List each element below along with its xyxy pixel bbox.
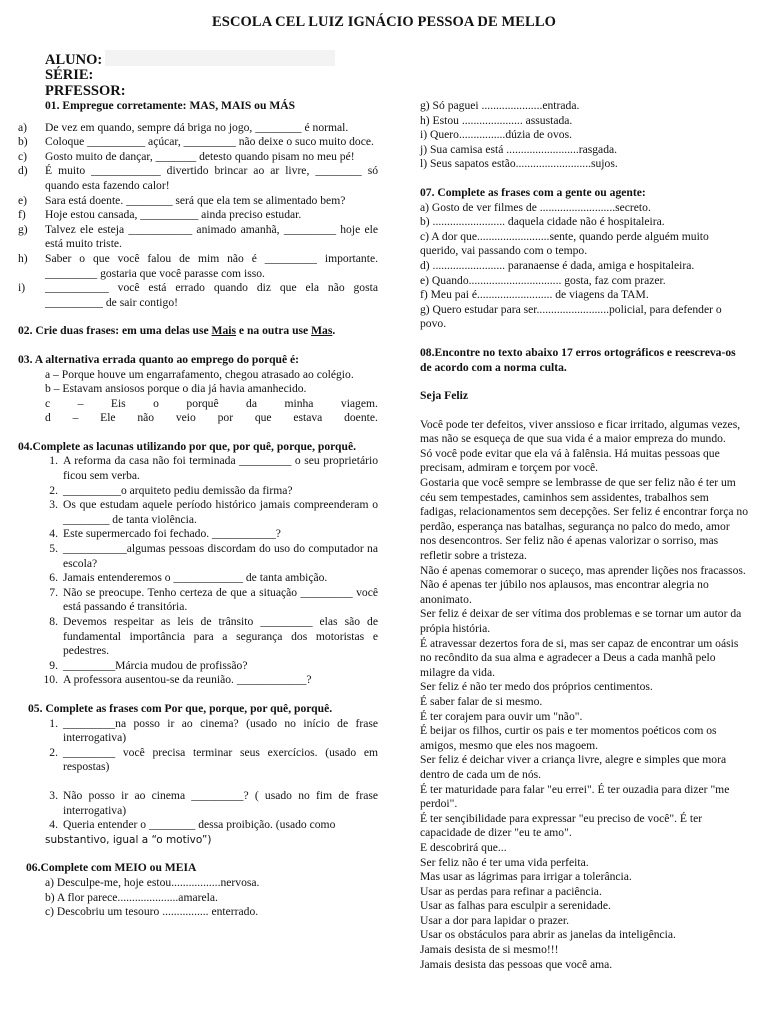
q01-item: [18, 121, 378, 136]
q05-item: [18, 789, 378, 818]
text-line: Não é apenas comemorar o suceço, mas aprender lições nos fracassos.: [420, 563, 746, 577]
q04-item: [18, 586, 378, 615]
q04-item: [18, 542, 378, 571]
text-line: Só você pode evitar que ela vá à falênsia. Há muitas pessoas que precisam, admiram e torçem por você.: [420, 446, 720, 475]
item-number: 8.: [49, 615, 58, 628]
option-word: Eis: [110, 396, 126, 410]
option-word: minha: [284, 396, 314, 410]
q07-title: 07. Complete as frases com a gente ou agente:: [420, 185, 646, 199]
q06-item: j) Sua camisa está .........................rasgada.: [420, 142, 618, 156]
q04-item: [18, 484, 378, 499]
item-text: Saber o que você falou de mim não é _________ importante. _________ gostaria que você parasse com isso.: [45, 251, 378, 280]
q03-option-d: [18, 411, 378, 426]
q04-item: [18, 673, 378, 688]
item-label: g): [18, 222, 28, 236]
text-line: Ser feliz não é ter uma vida perfeita.: [420, 855, 589, 869]
right-column: [420, 99, 748, 972]
q01-title: 01. Empregue corretamente: MAS, MAIS ou MÁS: [45, 99, 296, 112]
q05-item: [18, 746, 378, 775]
q01-item: [18, 194, 378, 209]
item-label: b): [18, 135, 28, 149]
item-label: d): [18, 164, 28, 178]
item-text: Sara está doente. ________ será que ela tem se alimentado bem?: [45, 193, 346, 207]
option-word: da: [246, 396, 257, 410]
item-text: ___________algumas pessoas discordam do uso do computador na escola?: [63, 542, 378, 570]
item-number: 6.: [49, 571, 58, 585]
option-word: d: [45, 411, 51, 425]
item-text: Gosto muito de dançar, _______ detesto quando pisam no meu pé!: [45, 149, 355, 163]
item-number: 9.: [49, 658, 58, 672]
item-text: _________ você precisa terminar seus exercícios. (usado em respostas): [63, 745, 378, 774]
item-text: Não se preocupe. Tenho certeza de que a situação _________ você está passando é transitória.: [63, 585, 378, 614]
q06-item: i) Quero................dúzia de ovos.: [420, 128, 572, 142]
item-text: Hoje estou cansada, __________ ainda preciso estudar.: [45, 208, 302, 222]
option-word: veio: [175, 411, 196, 425]
item-number: 2.: [49, 745, 58, 759]
q06-right-list: [420, 99, 748, 172]
q01-item: [18, 281, 378, 310]
text-line: Usar as falhas para esculpir a serenidade.: [420, 899, 611, 913]
q01-item: [18, 208, 378, 223]
item-text: Queria entender o ________ dessa proibição. (usado como: [63, 818, 336, 832]
q01-item: [18, 223, 378, 252]
text-line: Jamais desista das pessoas que você ama.: [420, 957, 613, 971]
q07-item: e) Quando................................ gosta, faz com prazer.: [420, 273, 666, 287]
text-line: Ser feliz é não ter medo dos próprios centimentos.: [420, 680, 653, 694]
item-text: Jamais entenderemos o ____________ de tanta ambição.: [63, 571, 328, 585]
q06-item: a) Desculpe-me, hoje estou.................nervosa.: [45, 875, 260, 889]
q04-item: [18, 659, 378, 674]
item-label: h): [18, 251, 28, 265]
text-line: Usar as perdas para refinar a paciência.: [420, 884, 602, 898]
item-label: i): [18, 281, 26, 295]
text-line: É ter sençibilidade para expressar "eu preciso de você". É ter capacidade de dizer "eu te amo".: [420, 811, 703, 840]
item-text: É muito ____________ divertido brincar ao ar livre, ________ só quando esta fazendo calor!: [45, 164, 378, 192]
item-text: Não posso ir ao cinema _________? ( usado no fim de frase interrogativa): [63, 788, 378, 817]
item-text: A reforma da casa não foi terminada _________ o seu proprietário ficou sem verba.: [63, 454, 378, 483]
item-number: 4.: [49, 818, 58, 832]
option-word: c: [45, 396, 51, 410]
q05-item: [18, 818, 378, 833]
q01-list: [18, 121, 378, 311]
text-line: É beijar os filhos, curtir os pais e ter momentos poéticos com os amigos, mesmo que eles nos magoem.: [420, 724, 717, 752]
q05-tail: substantivo, igual a “o motivo”): [45, 833, 212, 846]
option-word: o: [153, 396, 159, 410]
text-line: Usar os obstáculos para abrir as janelas da inteligência.: [420, 928, 676, 942]
q03-title: 03. A alternativa errada quanto ao emprego do porquê é:: [18, 352, 300, 366]
text-line: Mas usar as lágrimas para irrigar a tolerância.: [420, 870, 632, 884]
q01-item: [18, 164, 378, 193]
text-line: Gostaria que você sempre se lembrasse de que ser feliz não é ter um céu sem tempestades, caminhos sem assidentes, trabalhos sem fadigas, relacionamentos sem decepções. Ser feliz é encontrar força no perdão, esperança nas batalhas, segurança no palco do medo, amor nos desencontros. Ser feliz não é apenas valorizar o sorriso, mas refletir sobre a tristeza.: [420, 476, 749, 563]
q07-item: g) Quero estudar para ser.........................policial, para defender o povo.: [420, 302, 722, 331]
q06-item: b) A flor parece.....................amarela.: [45, 890, 218, 904]
q04-item: [18, 527, 378, 542]
q04-item: [18, 615, 378, 659]
item-text: De vez em quando, sempre dá briga no jogo, ________ é normal.: [45, 120, 349, 134]
aluno-label: ALUNO:: [45, 52, 103, 68]
q07-item: c) A dor que.........................sente, quando perde alguém muito querido, vai passando com o tempo.: [420, 229, 709, 258]
q01-item: [18, 135, 378, 150]
item-text: __________o arquiteto pediu demissão da firma?: [63, 483, 293, 497]
item-number: 3.: [49, 788, 58, 802]
text-line: Jamais desista de si mesmo!!!: [420, 943, 559, 957]
professor-label: PRFESSOR:: [45, 83, 126, 99]
school-title: ESCOLA CEL LUIZ IGNÁCIO PESSOA DE MELLO: [212, 14, 556, 30]
q05-item: [18, 717, 378, 746]
text-title: Seja Feliz: [420, 389, 468, 403]
option-word: viagem.: [340, 396, 378, 410]
q08-text: [420, 418, 748, 973]
q08-title: 08.Encontre no texto abaixo 17 erros ortográficos e reescreva-os de acordo com a norma culta.: [420, 345, 736, 374]
text-line: É ter maturidade para falar "eu errei". É ter ouzadia para dizer "me perdoi".: [420, 782, 730, 811]
q06-title: 06.Complete com MEIO ou MEIA: [26, 861, 197, 875]
item-text: _________na posso ir ao cinema? (usado no início de frase interrogativa): [63, 716, 378, 745]
item-number: 1.: [49, 716, 58, 730]
item-text: Coloque __________ açúcar, _________ não deixe o suco muito doce.: [45, 135, 374, 149]
q06-item: h) Estou ..................... assustada.: [420, 113, 573, 127]
item-text: _________Márcia mudou de profissão?: [63, 658, 248, 672]
item-number: 1.: [49, 454, 58, 468]
q07-item: a) Gosto de ver filmes de ..........................secreto.: [420, 200, 651, 214]
option-word: –: [77, 396, 84, 410]
q06-left-list: [18, 876, 378, 920]
item-text: Devemos respeitar as leis de trânsito _________ elas são de fundamental importância para a segurança dos motoristas e pedestres.: [63, 615, 378, 658]
item-label: e): [18, 193, 28, 207]
serie-label: SÉRIE:: [45, 67, 94, 83]
text-line: Ser feliz é deichar viver a criança livre, alegre e simples que mora dentro de cada um de nós.: [420, 753, 727, 781]
q04-list: [18, 454, 378, 688]
q05-list: [18, 717, 378, 833]
q04-title: 04.Complete as lacunas utilizando por que, por quê, porque, porquê.: [18, 439, 356, 453]
option-word: estava: [293, 411, 323, 425]
item-number: 10.: [43, 673, 58, 687]
q01-item: [18, 150, 378, 165]
item-text: Este supermercado foi fechado. ___________?: [63, 527, 281, 541]
option-word: doente.: [344, 411, 378, 425]
q02-title: 02. Crie duas frases: em uma delas use Mais e na outra use Mas.: [18, 324, 336, 338]
q01-item: [18, 252, 378, 281]
q03-option-b: b – Estavam ansiosos porque o dia já havia amanhecido.: [45, 382, 307, 396]
q06-item: g) Só paguei .....................entrada.: [420, 99, 580, 112]
item-label: c): [18, 149, 28, 163]
q07-list: [420, 201, 748, 332]
left-column: [18, 99, 378, 920]
item-label: f): [18, 208, 26, 222]
item-number: 4.: [49, 527, 58, 541]
text-line: Não é apenas ter júbilo nos aplausos, mas encontrar alegria no anonimato.: [420, 578, 709, 606]
q07-item: d) ......................... paranaense é dada, amiga e hospitaleira.: [420, 258, 695, 272]
q07-item: f) Meu pai é.......................... de viagens da TAM.: [420, 288, 649, 302]
q05-title: 05. Complete as frases com Por que, porque, por quê, porquê.: [28, 701, 333, 715]
text-line: E descobrirá que...: [420, 840, 507, 854]
q07-item: b) ......................... daquela cidade não é hospitaleira.: [420, 215, 665, 229]
option-word: porquê: [186, 396, 219, 410]
name-field-redaction: [105, 50, 335, 66]
q04-item: [18, 454, 378, 483]
item-text: Os que estudam aquele período histórico jamais compreenderam o ________ de tanta violência.: [63, 498, 378, 526]
q06-item: l) Seus sapatos estão..........................sujos.: [420, 157, 618, 171]
item-text: Talvez ele esteja ___________ animado amanhã, _________ hoje ele está muito triste.: [45, 222, 378, 251]
item-text: ___________ você está errado quando diz que ela não gosta __________ de sair contigo!: [45, 281, 378, 309]
item-number: 2.: [49, 483, 58, 497]
item-text: A professora ausentou-se da reunião. ____________?: [63, 673, 312, 687]
text-line: É ter corajem para ouvir um "não".: [420, 709, 583, 723]
text-line: Você pode ter defeitos, viver anssioso e ficar irritado, algumas vezes, mas não se esqueça de que sua vida é a maior empreza do mundo.: [420, 417, 741, 446]
option-word: –: [72, 411, 79, 425]
q04-item: [18, 571, 378, 586]
q06-item: c) Descobriu um tesouro ................ enterrado.: [45, 905, 259, 919]
text-line: Usar a dor para lapidar o prazer.: [420, 913, 570, 927]
option-word: por: [217, 411, 234, 425]
item-number: 7.: [49, 585, 58, 599]
item-number: 3.: [49, 498, 58, 512]
text-line: É saber falar de si mesmo.: [420, 694, 543, 708]
text-line: Ser feliz é deixar de ser vítima dos problemas e se tornar um autor da própia história.: [420, 607, 742, 635]
option-word: Ele: [100, 411, 116, 425]
q04-item: [18, 498, 378, 527]
item-label: a): [18, 120, 28, 134]
option-word: não: [137, 411, 155, 425]
q03-option-a: a – Porque houve um engarrafamento, chegou atrasado ao colégio.: [45, 367, 354, 381]
q03-option-c: [18, 397, 378, 412]
text-line: É atravessar dezertos fora de si, mas ser capaz de encontrar um oásis no recôndito da sua alma e agradecer a Deus a cada manhã pelo milagre da vida.: [420, 636, 739, 679]
option-word: que: [254, 411, 272, 425]
item-number: 5.: [49, 542, 58, 556]
